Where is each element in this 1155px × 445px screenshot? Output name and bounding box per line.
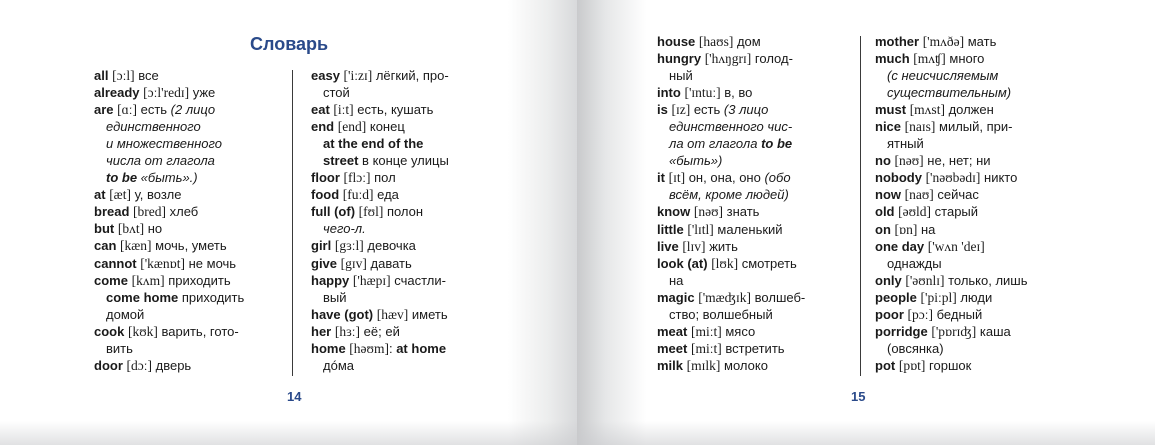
translation: дом	[736, 34, 761, 49]
grammar-note: чего-л.	[323, 221, 366, 237]
translation: люди	[960, 289, 993, 305]
translation: маленький	[717, 221, 783, 237]
glossary-line	[875, 101, 1028, 118]
transcription: [miːt]	[690, 340, 722, 356]
transcription: [ɒn]	[894, 221, 918, 237]
glossary-line	[94, 135, 244, 152]
glossary-line	[94, 306, 244, 323]
translation: горшок	[929, 357, 972, 373]
grammar-note: (3 лицо	[723, 102, 769, 118]
headword: bread	[94, 204, 130, 220]
grammar-note: (2 лицо	[170, 102, 216, 118]
translation: на	[920, 221, 936, 237]
translation: девочка	[367, 238, 416, 254]
glossary-line	[657, 203, 805, 220]
glossary-line	[875, 323, 1028, 340]
glossary-column-right-2	[875, 33, 1028, 374]
transcription: [kʊk]	[127, 323, 158, 339]
headword: street	[323, 153, 359, 169]
translation: не, нет; ни	[927, 153, 991, 169]
translation: еда	[377, 187, 399, 203]
transcription: ['piːpl]	[920, 289, 957, 305]
glossary-line	[311, 289, 449, 306]
transcription: [kʌm]	[131, 272, 165, 288]
glossary-line	[94, 255, 244, 272]
translation: сейчас	[937, 187, 979, 203]
translation: бедный	[936, 306, 983, 322]
translation: старый	[934, 204, 979, 220]
glossary-line	[94, 101, 244, 118]
glossary-line	[657, 50, 805, 67]
grammar-note: «быть».)	[137, 170, 198, 186]
glossary-line	[875, 357, 1028, 374]
transcription: [ɪt]	[668, 170, 686, 186]
translation: должен	[948, 102, 994, 118]
transcription: ['lɪtl]	[687, 221, 714, 237]
translation: вый	[323, 289, 347, 305]
grammar-note: существительным)	[887, 85, 1012, 101]
column-divider	[860, 36, 861, 376]
translation: ный	[669, 68, 693, 84]
translation: знать	[726, 204, 760, 220]
glossary-line	[311, 84, 449, 101]
glossary-column-left-2	[311, 67, 449, 374]
headword: people	[875, 289, 917, 305]
glossary-line	[94, 323, 244, 340]
glossary-line	[657, 135, 805, 152]
transcription: [naʊ]	[904, 187, 934, 203]
headword: old	[875, 204, 895, 220]
grammar-note: «быть»)	[669, 153, 723, 169]
transcription: [lɪv]	[682, 238, 706, 254]
column-divider	[292, 70, 293, 376]
transcription: [æt]	[109, 187, 131, 203]
translation: мочь, уметь	[155, 238, 227, 254]
headword: at	[94, 187, 106, 203]
headword: at the end of the	[323, 136, 424, 152]
glossary-line	[94, 289, 244, 306]
glossary-line	[875, 203, 1028, 220]
glossary-line	[657, 289, 805, 306]
translation: лёгкий, про-	[375, 68, 449, 83]
glossary-line	[875, 186, 1028, 203]
glossary-line	[657, 169, 805, 186]
translation: но	[147, 221, 163, 237]
glossary-line	[311, 67, 449, 84]
grammar-note: единственного чис-	[669, 119, 793, 135]
glossary-line	[94, 340, 244, 357]
headword: pot	[875, 357, 896, 373]
headword: no	[875, 153, 891, 169]
glossary-line	[657, 272, 805, 289]
transcription: ['əʊnlɪ]	[905, 272, 945, 288]
transcription: [naɪs]	[904, 119, 936, 135]
headword: into	[657, 85, 681, 101]
glossary-line	[311, 323, 449, 340]
transcription: [haʊs]	[698, 34, 734, 49]
headword: easy	[311, 68, 340, 83]
glossary-line	[875, 118, 1028, 135]
translation: конец	[369, 119, 405, 135]
transcription: [həʊm]	[349, 340, 389, 356]
headword: have (got)	[311, 306, 374, 322]
headword: cook	[94, 323, 125, 339]
headword: meat	[657, 323, 688, 339]
transcription: [mʌst]	[909, 102, 945, 118]
translation: много	[949, 51, 985, 67]
headword: come home	[106, 289, 179, 305]
transcription: ['kænɒt]	[140, 255, 185, 271]
transcription: [mʌʧ]	[913, 51, 946, 67]
transcription: ['pɒrɪʤ]	[931, 323, 977, 339]
transcription: [gɜːl]	[334, 238, 364, 254]
translation: приходить	[168, 272, 231, 288]
translation: домой	[106, 306, 145, 322]
translation: мясо	[725, 323, 756, 339]
translation: все	[138, 68, 159, 83]
glossary-line	[94, 237, 244, 254]
translation: мать	[967, 34, 997, 49]
glossary-line	[875, 289, 1028, 306]
translation: уже	[192, 85, 216, 101]
glossary-line	[311, 357, 449, 374]
glossary-line	[657, 306, 805, 323]
headword: already	[94, 85, 140, 101]
transcription: ['wʌn 'deɪ]	[927, 238, 985, 254]
transcription: [əʊld]	[898, 204, 932, 220]
glossary-line	[875, 135, 1028, 152]
translation: есть, кушать	[357, 102, 434, 118]
translation: только, лишь	[948, 272, 1028, 288]
translation: ятный	[887, 136, 924, 152]
glossary-line	[875, 306, 1028, 323]
glossary-line	[311, 152, 449, 169]
transcription: [fʊl]	[358, 204, 384, 220]
transcription: ['ɪntuː]	[684, 85, 721, 101]
glossary-line	[875, 67, 1028, 84]
glossary-line	[657, 118, 805, 135]
glossary-line	[311, 101, 449, 118]
translation: вить	[106, 340, 133, 356]
glossary-column-left-1	[94, 67, 244, 374]
headword: all	[94, 68, 109, 83]
transcription: [miːt]	[690, 323, 722, 339]
translation: стой	[323, 85, 350, 101]
headword: meet	[657, 340, 688, 356]
headword: nice	[875, 119, 902, 135]
transcription: [iːt]	[333, 102, 354, 118]
glossary-line	[875, 238, 1028, 255]
glossary-line	[875, 33, 1028, 50]
translation: однажды	[887, 255, 942, 271]
glossary-line	[94, 152, 244, 169]
glossary-line	[875, 255, 1028, 272]
glossary-line	[875, 50, 1028, 67]
translation: голод-	[754, 51, 793, 67]
transcription: ['iːzɪ]	[343, 68, 373, 83]
headword: end	[311, 119, 335, 135]
translation: её; ей	[363, 323, 400, 339]
headword: her	[311, 323, 332, 339]
translation: никто	[984, 170, 1018, 186]
headword: know	[657, 204, 691, 220]
glossary-line	[657, 255, 805, 272]
transcription: [kæn]	[120, 238, 152, 254]
headword: porridge	[875, 323, 928, 339]
headword: home	[311, 340, 346, 356]
transcription: [ɔːl'redɪ]	[143, 85, 190, 101]
translation: каша	[979, 323, 1011, 339]
glossary-line	[94, 186, 244, 203]
grammar-note: и множественного	[106, 136, 222, 152]
transcription: [flɔː]	[343, 170, 371, 186]
glossary-line	[311, 186, 449, 203]
glossary-line	[94, 169, 244, 186]
transcription: [hɜː]	[334, 323, 361, 339]
translation: у, возле	[134, 187, 182, 203]
glossary-line	[657, 84, 805, 101]
transcription: [nəʊ]	[693, 204, 724, 220]
headword: mother	[875, 34, 920, 49]
glossary-line	[657, 33, 805, 50]
headword: floor	[311, 170, 340, 186]
headword: eat	[311, 102, 330, 118]
headword: cannot	[94, 255, 137, 271]
translation: он, она, оно	[688, 170, 765, 186]
translation: пол	[374, 170, 396, 186]
glossary-line	[311, 306, 449, 323]
glossary-line	[311, 169, 449, 186]
translation: ство; волшебный	[669, 306, 773, 322]
headword: look (at)	[657, 255, 708, 271]
headword: come	[94, 272, 128, 288]
glossary-line	[657, 221, 805, 238]
grammar-note: всём, кроме людей)	[669, 187, 789, 203]
transcription: [lʊk]	[711, 255, 739, 271]
translation: молоко	[724, 357, 768, 373]
translation: счастли-	[394, 272, 446, 288]
glossary-line	[311, 135, 449, 152]
glossary-line	[94, 118, 244, 135]
transcription: [fuːd]	[342, 187, 374, 203]
headword: it	[657, 170, 665, 186]
grammar-note: единственного	[106, 119, 201, 135]
glossary-line	[875, 152, 1028, 169]
headword: happy	[311, 272, 350, 288]
headword: door	[94, 357, 123, 373]
translation: смотреть	[741, 255, 797, 271]
translation: давать	[370, 255, 412, 271]
translation: иметь	[411, 306, 448, 322]
transcription: [mɪlk]	[686, 357, 721, 373]
headword: hungry	[657, 51, 702, 67]
headword: much	[875, 51, 910, 67]
glossary-line	[94, 84, 244, 101]
translation: волшеб-	[754, 289, 806, 305]
glossary-line	[657, 152, 805, 169]
transcription: ['mʌðə]	[922, 34, 965, 49]
headword: nobody	[875, 170, 922, 186]
page-shadow	[0, 421, 577, 445]
translation: дóма	[323, 357, 354, 373]
translation: приходить	[181, 289, 245, 305]
page-title: Словарь	[250, 34, 329, 54]
glossary-line	[311, 272, 449, 289]
transcription: ['nəʊbədɪ]	[925, 170, 981, 186]
headword: food	[311, 187, 340, 203]
headword: is	[657, 102, 668, 118]
page-number-right: 15	[851, 389, 866, 404]
headword: only	[875, 272, 902, 288]
transcription: [pɒt]	[898, 357, 926, 373]
glossary-line	[94, 67, 244, 84]
transcription: [ɑː]	[117, 102, 137, 118]
translation: на	[669, 272, 684, 288]
glossary-line	[657, 357, 805, 374]
headword: live	[657, 238, 679, 254]
glossary-line	[657, 238, 805, 255]
transcription: ['hʌŋgrɪ]	[704, 51, 752, 67]
glossary-line	[311, 220, 449, 237]
headword: full (of)	[311, 204, 356, 220]
headword: give	[311, 255, 338, 271]
headword: little	[657, 221, 684, 237]
glossary-line	[875, 221, 1028, 238]
translation: дверь	[155, 357, 192, 373]
translation: встретить	[725, 340, 785, 356]
glossary-line	[311, 340, 449, 357]
transcription: [bred]	[133, 204, 167, 220]
transcription: [ɔːl]	[112, 68, 135, 83]
translation: варить, гото-	[161, 323, 239, 339]
glossary-line	[94, 220, 244, 237]
transcription: [end]	[337, 119, 367, 135]
transcription: [gɪv]	[340, 255, 367, 271]
transcription: [nəʊ]	[894, 153, 924, 169]
headword: magic	[657, 289, 695, 305]
glossary-line	[311, 237, 449, 254]
glossary-line	[94, 272, 244, 289]
headword: can	[94, 238, 117, 254]
glossary-line	[657, 186, 805, 203]
headword: on	[875, 221, 891, 237]
headword: house	[657, 34, 696, 49]
page-number-left: 14	[287, 389, 302, 404]
grammar-note: ла от глагола	[669, 136, 762, 152]
glossary-line	[311, 203, 449, 220]
glossary-line	[311, 118, 449, 135]
headword: are	[94, 102, 114, 118]
transcription: [bʌt]	[117, 221, 145, 237]
glossary-line	[311, 255, 449, 272]
glossary-line	[875, 84, 1028, 101]
translation: не мочь	[188, 255, 237, 271]
transcription: [hæv]	[376, 306, 409, 322]
page-shadow	[577, 421, 1155, 445]
translation: есть	[140, 102, 171, 118]
left-page	[0, 0, 577, 445]
glossary-line	[94, 203, 244, 220]
grammar-note: (обо	[764, 170, 791, 186]
headword: poor	[875, 306, 904, 322]
headword: girl	[311, 238, 332, 254]
glossary-line	[657, 67, 805, 84]
glossary-column-right-1	[657, 33, 805, 374]
translation: в конце улицы	[362, 153, 449, 169]
translation: :	[388, 340, 393, 356]
translation: жить	[709, 238, 738, 254]
transcription: [pɔː]	[907, 306, 933, 322]
translation: есть	[693, 102, 724, 118]
headword-italic: to be	[106, 170, 138, 186]
translation: милый, при-	[939, 119, 1013, 135]
transcription: [dɔː]	[126, 357, 152, 373]
headword: milk	[657, 357, 684, 373]
translation: (овсянка)	[887, 340, 944, 356]
headword: but	[94, 221, 115, 237]
translation: полон	[386, 204, 424, 220]
headword: one day	[875, 238, 925, 254]
glossary-line	[657, 340, 805, 357]
grammar-note: числа от глагола	[106, 153, 215, 169]
transcription: ['mæʤɪk]	[698, 289, 752, 305]
glossary-line	[657, 101, 805, 118]
headword: now	[875, 187, 901, 203]
headword-italic: to be	[761, 136, 793, 152]
transcription: ['hæpɪ]	[352, 272, 391, 288]
glossary-line	[657, 323, 805, 340]
glossary-line	[875, 340, 1028, 357]
headword: at home	[396, 340, 447, 356]
headword: must	[875, 102, 907, 118]
transcription: [ɪz]	[671, 102, 691, 118]
glossary-line	[875, 272, 1028, 289]
grammar-note: (с неисчисляемым	[887, 68, 999, 84]
glossary-line	[94, 357, 244, 374]
translation: хлеб	[169, 204, 199, 220]
glossary-line	[875, 169, 1028, 186]
translation: в, во	[724, 85, 753, 101]
